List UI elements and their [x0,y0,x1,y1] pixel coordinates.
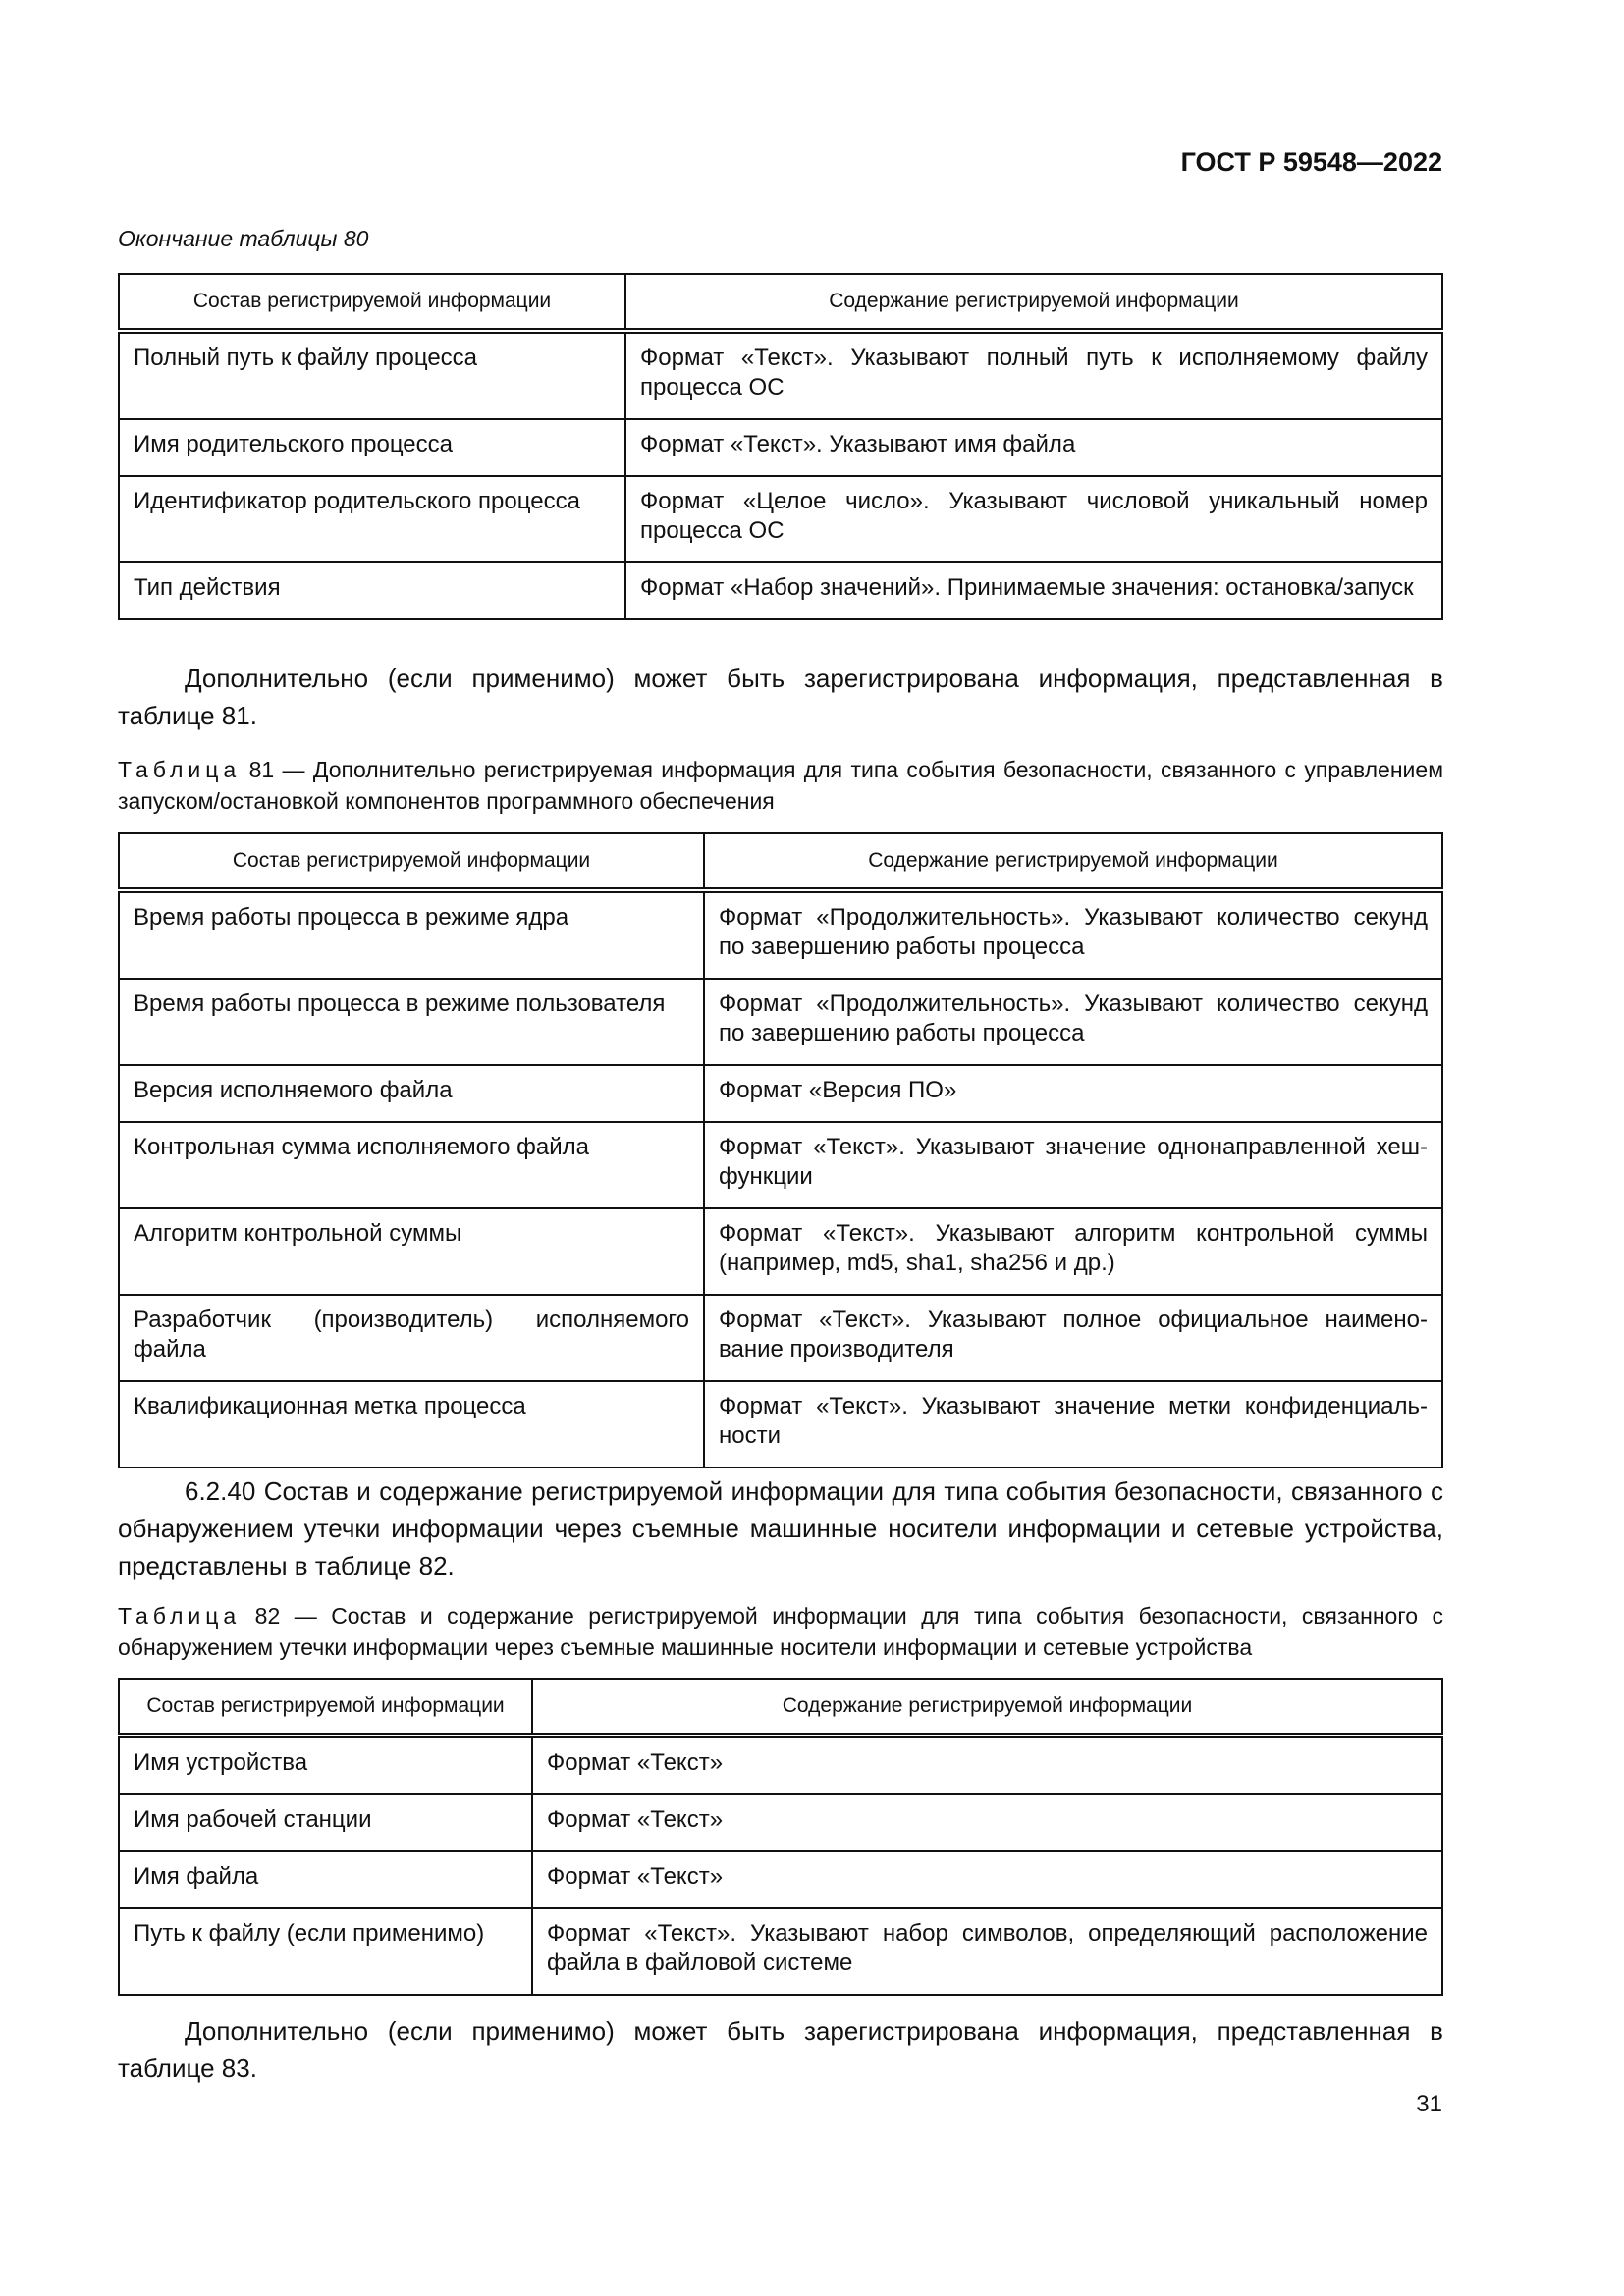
field-description-cell: Формат «Текст». Указывают полное официальное наименование производителя [704,1295,1442,1381]
paragraph-text: 6.2.40 Состав и содержание регистрируемой информации для типа события безопасности, связанного с обнаружением утечки информации через съемные машинные носители информации и сетевые устройства, представлены в таблице 82. [118,1476,1443,1580]
section-6-2-40-paragraph [118,1472,1443,1584]
table-80-continuation-label: Окончание таблицы 80 [118,226,369,251]
paragraph [118,2012,1443,2087]
field-description-cell: Формат «Текст». Указывают алгоритм контрольной суммы (например, md5, sha1, sha256 и др.) [704,1208,1442,1295]
field-description-cell: Формат «Текст». Указывают набор символов, определяющий расположение файла в файловой системе [532,1908,1442,1995]
field-description-cell: Формат «Набор значений». Принимаемые значения: остановка/запуск [625,562,1442,619]
table-row [119,476,1442,562]
table-81-caption [118,754,1443,817]
field-name-cell: Квалификационная метка процесса [119,1381,704,1468]
field-description-cell: Формат «Целое число». Указывают числовой уникальный номер процесса ОС [625,476,1442,562]
column-header: Состав регистрируемой информации [119,274,625,331]
field-name-cell: Время работы процесса в режиме ядра [119,890,704,979]
table-81 [118,832,1443,1468]
column-header: Содержание регистрируемой информации [704,833,1442,890]
page-number: 31 [1416,2091,1442,2117]
field-name-cell: Имя файла [119,1851,532,1908]
field-name-cell: Алгоритм контрольной суммы [119,1208,704,1295]
field-description-cell: Формат «Версия ПО» [704,1065,1442,1122]
table-row [119,562,1442,619]
table-row [119,1122,1442,1208]
field-description-cell: Формат «Продолжительность». Указывают количество секунд по завершению работы процесса [704,890,1442,979]
field-description-cell: Формат «Текст». Указывают значение однонаправленной хеш-функции [704,1122,1442,1208]
field-name-cell: Имя родительского процесса [119,419,625,476]
field-name-cell: Разработчик (производитель) исполняемого файла [119,1295,704,1381]
table-row [119,890,1442,979]
column-header: Состав регистрируемой информации [119,833,704,890]
field-description-cell: Формат «Текст». Указывают имя файла [625,419,1442,476]
table-row [119,1794,1442,1851]
table-row [119,979,1442,1065]
table-80 [118,273,1443,620]
paragraph-text: Дополнительно (если применимо) может быть зарегистрирована информация, представленная в таблице 83. [118,2016,1443,2083]
field-description-cell: Формат «Текст» [532,1794,1442,1851]
field-name-cell: Контрольная сумма исполняемого файла [119,1122,704,1208]
column-header: Содержание регистрируемой информации [625,274,1442,331]
table-row [119,1295,1442,1381]
field-description-cell: Формат «Текст». Указывают полный путь к исполняемому файлу процесса ОС [625,331,1442,419]
table-row [119,1065,1442,1122]
table-row [119,419,1442,476]
field-description-cell: Формат «Текст» [532,1735,1442,1794]
table-row [119,1208,1442,1295]
table-row [119,331,1442,419]
field-description-cell: Формат «Текст» [532,1851,1442,1908]
table-82-caption [118,1600,1443,1663]
column-header: Состав регистрируемой информации [119,1679,532,1735]
field-name-cell: Время работы процесса в режиме пользователя [119,979,704,1065]
paragraph-text: Дополнительно (если применимо) может быть зарегистрирована информация, представленная в таблице 81. [118,664,1443,730]
field-name-cell: Полный путь к файлу процесса [119,331,625,419]
field-name-cell: Имя рабочей станции [119,1794,532,1851]
table-label: Таблица [118,757,242,782]
table-row [119,1735,1442,1794]
table-row [119,1381,1442,1468]
field-name-cell: Путь к файлу (если применимо) [119,1908,532,1995]
column-header: Содержание регистрируемой информации [532,1679,1442,1735]
table-row [119,1851,1442,1908]
field-description-cell: Формат «Продолжительность». Указывают количество секунд по завершению работы процесса [704,979,1442,1065]
field-name-cell: Имя устройства [119,1735,532,1794]
field-name-cell: Тип действия [119,562,625,619]
table-row [119,1908,1442,1995]
document-id: ГОСТ Р 59548—2022 [1180,147,1442,177]
paragraph [118,660,1443,734]
field-description-cell: Формат «Текст». Указывают значение метки конфиденциальности [704,1381,1442,1468]
caption-text: 82 — Состав и содержание регистрируемой информации для типа события безопасности, связанного с обнаружением утечки информации через съемные машинные носители информации и сетевые устройства [118,1603,1443,1660]
table-label: Таблица [118,1603,242,1629]
field-name-cell: Версия исполняемого файла [119,1065,704,1122]
table-82 [118,1678,1443,1996]
field-name-cell: Идентификатор родительского процесса [119,476,625,562]
caption-text: 81 — Дополнительно регистрируемая информация для типа события безопасности, связанного с управлением запуском/остановкой компонентов программного обеспечения [118,757,1444,814]
